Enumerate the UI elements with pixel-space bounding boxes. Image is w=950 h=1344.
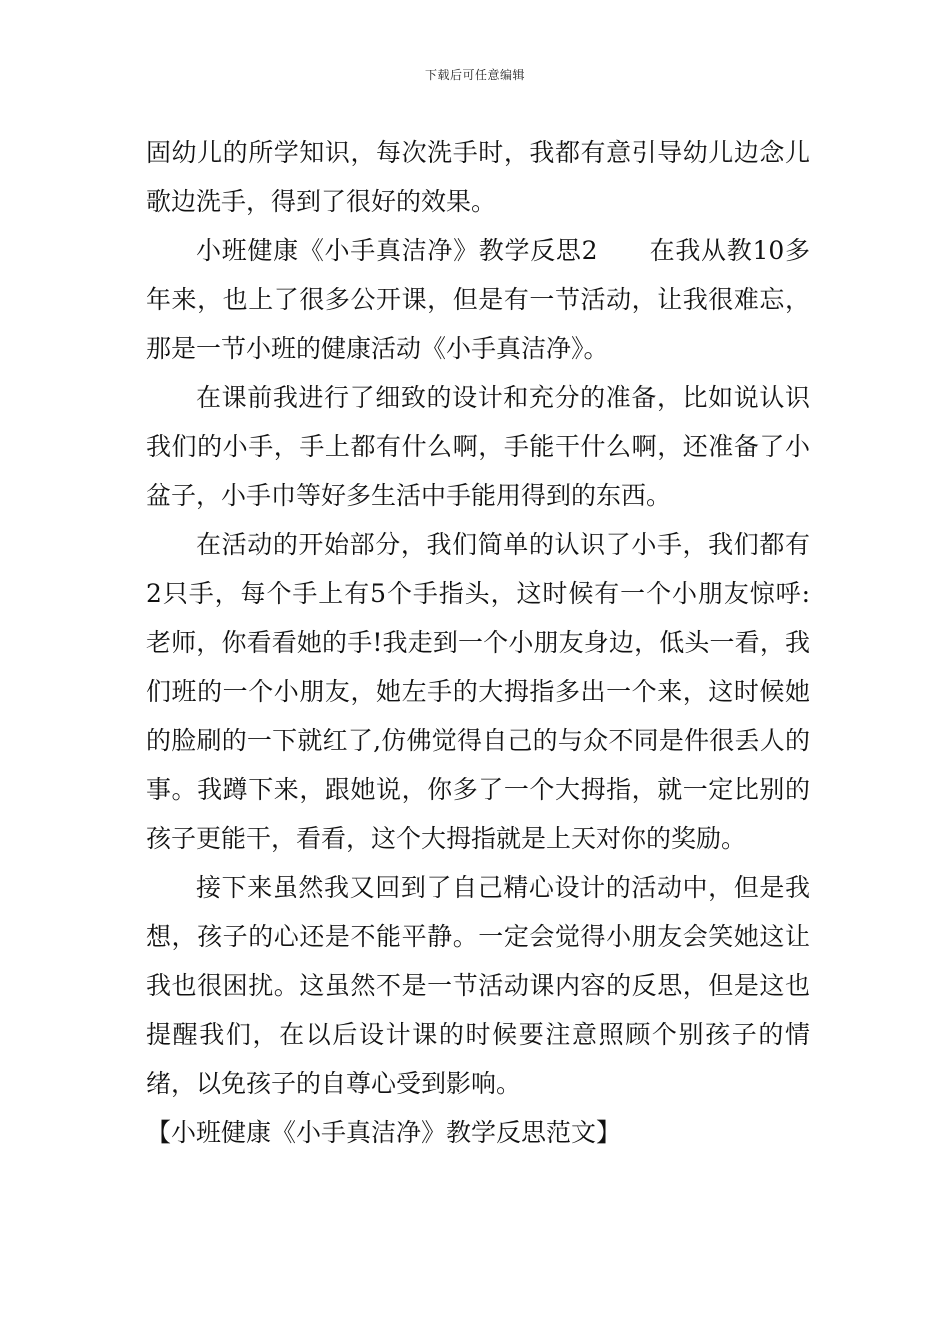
- paragraph-preparation: 在课前我进行了细致的设计和充分的准备，比如说认识我们的小手，手上都有什么啊，手能干什么啊，还准备了小盆子，小手巾等好多生活中手能用得到的东西。: [146, 383, 810, 510]
- page-header: 下载后可任意编辑: [424, 68, 525, 82]
- paragraph-activity: 在活动的开始部分，我们简单的认识了小手，我们都有2只手，每个手上有5个手指头，这时候有一个小朋友惊呼:老师，你看看她的手!我走到一个小朋友身边，低头一看，我们班的一个小朋友，她左手的大拇指多出一个来，这时候她的脸刷的一下就红了,仿佛觉得自己的与众不同是件很丢人的事。我蹲下来，跟她说，你多了一个大拇指，就一定比别的孩子更能干，看看，这个大拇指就是上天对你的奖励。: [146, 530, 810, 853]
- paragraph-reflection: 接下来虽然我又回到了自己精心设计的活动中，但是我想，孩子的心还是不能平静。一定会觉得小朋友会笑她这让我也很困扰。这虽然不是一节活动课内容的反思，但是这也提醒我们，在以后设计课的时候要注意照顾个别孩子的情绪，以免孩子的自尊心受到影响。: [146, 873, 810, 1098]
- paragraph-continuation: 固幼儿的所学知识，每次洗手时，我都有意引导幼儿边念儿歌边洗手，得到了很好的效果。: [146, 138, 810, 216]
- document-closing-title: 【小班健康《小手真洁净》教学反思范文】: [146, 1118, 622, 1147]
- paragraph-title-intro: 小班健康《小手真洁净》教学反思2 在我从教10多年来，也上了很多公开课，但是有一节活动，让我很难忘，那是一节小班的健康活动《小手真洁净》。: [146, 236, 810, 363]
- document-body: [146, 128, 810, 1157]
